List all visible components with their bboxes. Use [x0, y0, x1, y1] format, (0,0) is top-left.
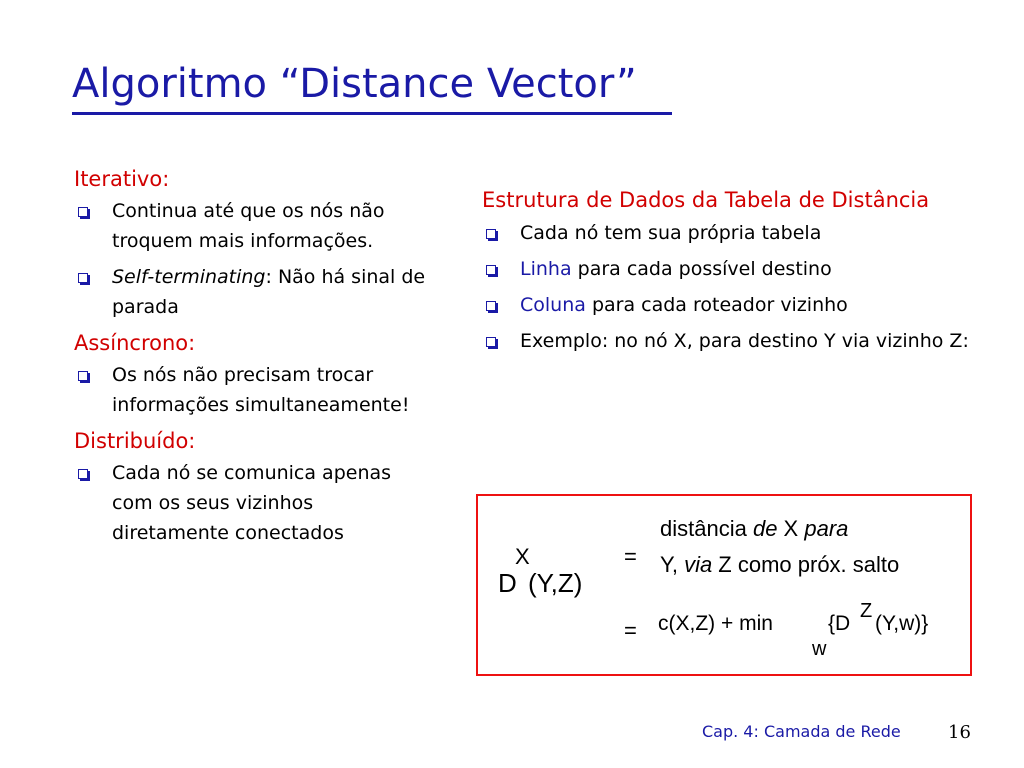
bullet-item [74, 360, 434, 420]
bullet-highlight-term: Coluna [520, 294, 586, 316]
formula-rhs-close: (Y,w)} [875, 612, 929, 635]
formula-lhs-args: (Y,Z) [528, 568, 583, 598]
bullet-item [74, 196, 434, 256]
checkbox-bullet-icon [78, 371, 88, 381]
right-column [482, 184, 982, 362]
formula-equals-2: = [624, 618, 637, 643]
bullet-item [74, 458, 434, 548]
footer-chapter: Cap. 4: Camada de Rede [702, 722, 901, 741]
bullet-text: Exemplo: no nó X, para destino Y via vizinho Z: [520, 330, 969, 352]
bullet-text: para cada possível destino [571, 258, 832, 280]
checkbox-bullet-icon [486, 265, 496, 275]
section-heading-iterativo: Iterativo: [74, 167, 170, 191]
checkbox-bullet-icon [78, 273, 88, 283]
formula-box [476, 494, 972, 676]
bullet-item [482, 290, 982, 320]
formula-rhs-open: {D [828, 612, 851, 635]
section-heading-distribuido: Distribuído: [74, 429, 196, 453]
bullet-text: : Não há sinal de parada [112, 266, 426, 318]
checkbox-bullet-icon [486, 229, 496, 239]
left-column [74, 160, 434, 554]
formula-definition-line2: Y, via Z como próx. salto [660, 552, 900, 577]
title-underline [72, 112, 672, 115]
formula-rhs-superscript: Z [860, 600, 873, 622]
bullet-text: para cada roteador vizinho [585, 294, 848, 316]
bullet-item [482, 326, 982, 356]
checkbox-bullet-icon [486, 301, 496, 311]
bullet-text: Cada nó tem sua própria tabela [520, 222, 822, 244]
formula-rhs-cost: c(X,Z) + min [658, 612, 773, 635]
bullet-italic-term: Self-terminating [112, 266, 266, 288]
formula-lhs-superscript: X [515, 544, 530, 569]
formula-lhs-symbol: D [498, 568, 517, 598]
page-number: 16 [948, 722, 971, 743]
section-heading-assincrono: Assíncrono: [74, 331, 196, 355]
slide-title: Algoritmo “Distance Vector” [72, 61, 637, 107]
bullet-highlight-term: Linha [520, 258, 572, 280]
section-heading-estrutura: Estrutura de Dados da Tabela de Distância [482, 188, 930, 212]
bullet-item [482, 218, 982, 248]
formula-equals-1: = [624, 544, 637, 569]
bullet-text: Os nós não precisam trocar informações simultaneamente! [112, 364, 410, 416]
bullet-item [482, 254, 982, 284]
checkbox-bullet-icon [78, 207, 88, 217]
checkbox-bullet-icon [486, 337, 496, 347]
formula-definition-line1: distância de X para [660, 516, 849, 541]
formula-rhs-subscript: w [812, 638, 827, 660]
checkbox-bullet-icon [78, 469, 88, 479]
bullet-item [74, 262, 434, 322]
bullet-text: Cada nó se comunica apenas com os seus vizinhos diretamente conectados [112, 462, 392, 544]
bullet-text: Continua até que os nós não troquem mais informações. [112, 200, 385, 252]
